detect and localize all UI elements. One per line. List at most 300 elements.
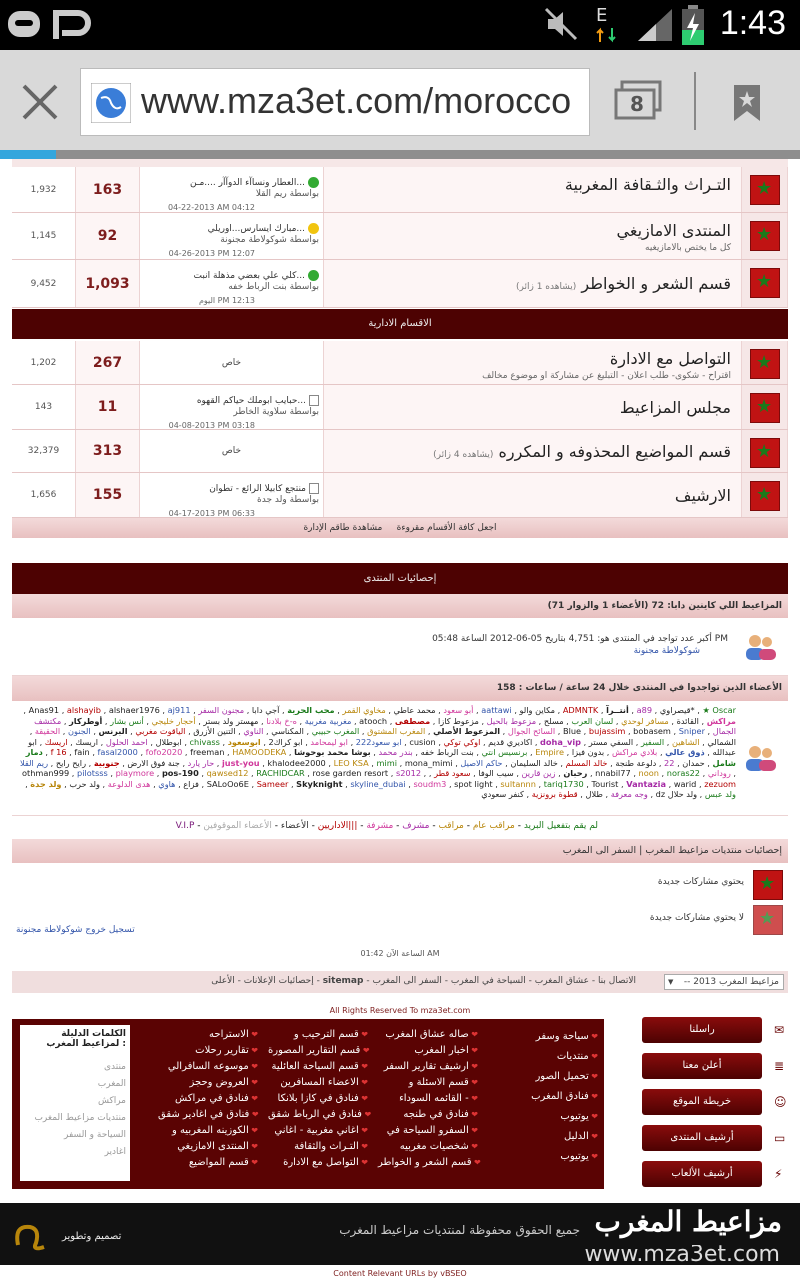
post-count: 1,202 (12, 341, 76, 384)
vbseo-credit[interactable]: Content Relevant URLs by vBSEO (333, 1269, 467, 1278)
member-link[interactable]: بوشا محمد بوحوشا (294, 747, 371, 757)
signal-icon (636, 7, 676, 43)
footer-link[interactable]: القائمه السوداء - ❤ (378, 1091, 478, 1107)
member-link[interactable]: tariq1730 (543, 778, 584, 789)
member-link[interactable]: ابو كراك2 (268, 736, 303, 747)
directory-link[interactable]: المغرب (97, 1079, 126, 1089)
member-link[interactable]: مسلح (543, 715, 564, 726)
member-link[interactable]: مهستر ولد بستر (203, 715, 259, 726)
side-button[interactable]: أعلن معنا (642, 1053, 762, 1079)
member-link[interactable]: سعود قطر (434, 768, 471, 778)
member-link[interactable]: لسان العرب (571, 715, 614, 726)
footer-link[interactable]: قسم الشعر و الخواطر ❤ (378, 1155, 478, 1171)
member-link[interactable]: مكاين والو (519, 705, 555, 715)
member-link[interactable]: طلال (585, 789, 603, 799)
member-link[interactable]: bujassim (588, 726, 626, 736)
forum-title[interactable]: المنتدى الامازيغي (616, 221, 731, 240)
last-post (140, 341, 324, 384)
member-link[interactable]: SALoOo6E (206, 778, 249, 789)
directory-link[interactable]: السياحة و السفر (64, 1130, 126, 1140)
member-link[interactable]: مصطفى (394, 715, 431, 726)
footer-link[interactable]: فنادق في كازا بلانكا ❤ (268, 1091, 368, 1107)
footer-link[interactable]: قسم التقارير المصورة ❤ (268, 1043, 368, 1059)
member-link[interactable]: المزعوط الأصلي (433, 726, 501, 736)
footer-link[interactable]: منتديات ❤ (488, 1047, 598, 1067)
member-link[interactable]: أوطركار (69, 715, 103, 726)
member-link[interactable]: فزاع (183, 778, 199, 789)
footer-link[interactable]: قسم الاسئلة و ❤ (378, 1075, 478, 1091)
forum-row[interactable] (12, 341, 788, 385)
member-link[interactable]: bobasem (633, 726, 671, 736)
member-link[interactable]: احمد الحلول (105, 736, 148, 747)
member-link[interactable]: ADMNTK (562, 705, 599, 715)
last-post-author[interactable]: بواسطة بنت الرباط خفه (228, 282, 319, 292)
member-link[interactable]: atooch (359, 715, 388, 726)
footer-link[interactable]: قسم السياحة العائلية ❤ (268, 1059, 368, 1075)
data-arrows-icon (596, 26, 620, 44)
footer-link[interactable]: ارشيف تقارير السفر ❤ (378, 1059, 478, 1075)
member-link[interactable]: الناوي (243, 726, 264, 736)
admin-section-header: الاقسام الادارية (12, 309, 788, 339)
member-link[interactable]: اكاديري قديم (488, 736, 533, 747)
stats-header: إحصائيات المنتدى (12, 563, 788, 594)
member-link[interactable]: آجي دابا (251, 705, 280, 715)
directory-link[interactable]: منتديات مزاعيط المغرب (34, 1113, 126, 1123)
designer-logo-icon (10, 1215, 54, 1255)
directory-link[interactable]: مراكش (97, 1096, 126, 1106)
thread-count: 267 (76, 341, 140, 384)
member-link[interactable]: اريسك (75, 736, 99, 747)
member-link[interactable]: خالد المسلم (565, 757, 608, 768)
logout-link[interactable]: تسجيل خروج شوكولاطة مجنونة (16, 925, 135, 935)
member-link[interactable]: السفير (640, 736, 665, 747)
member-link[interactable]: Tourist (591, 778, 619, 789)
member-link[interactable]: ابوطلال (155, 736, 182, 747)
member-link[interactable]: دمار شامل (25, 747, 736, 768)
member-link[interactable]: محمد عاطي (393, 705, 436, 715)
member-link[interactable]: *قيصراوي (659, 705, 695, 715)
side-icon: ☺ (774, 1095, 787, 1109)
member-link[interactable]: اوكي توكي (443, 736, 481, 747)
footer-link[interactable]: فنادق في اغادير شقق ❤ (158, 1107, 258, 1123)
post-count: 1,145 (12, 213, 76, 259)
member-link[interactable]: محب الحرية (287, 705, 335, 715)
last-post-author[interactable]: بواسطة شوكولاطة مجنونة (220, 235, 319, 245)
member-link[interactable]: الجنون (67, 726, 91, 736)
record-user[interactable]: شوكولاطة مجنونة (633, 646, 700, 656)
member-link[interactable]: othman999 (21, 768, 70, 778)
member-link[interactable]: fain (74, 747, 90, 757)
view-staff-link[interactable]: مشاهدة طاقم الإدارة (303, 523, 383, 533)
legend-supervisor-f: مشرفة (366, 821, 394, 831)
forum-description: كل ما يختص بالامازيغيه (645, 243, 731, 253)
users-icon (742, 632, 778, 662)
member-link[interactable]: مسافر لوحدي (621, 715, 669, 726)
member-link[interactable]: ولد جدة (30, 778, 62, 789)
member-link[interactable]: pilotsss (77, 768, 108, 778)
member-link[interactable]: ابو عبدالله (28, 736, 736, 757)
footer-link[interactable]: قسم الترحيب و ❤ (268, 1027, 368, 1043)
new-posts-icon (753, 870, 783, 900)
tab-count: 8 (630, 92, 644, 116)
member-link[interactable]: ريم القلا (19, 757, 49, 768)
member-link[interactable]: دلوعة طنجة (615, 757, 657, 768)
member-link[interactable]: خالد السليمان (510, 757, 558, 768)
thread-count: 155 (76, 473, 140, 517)
post-count: 1,932 (12, 167, 76, 212)
legend-mod: مراقب (438, 821, 464, 831)
style-select[interactable]: -- مزاعيط المغرب 2013 ▼ (664, 974, 784, 990)
prev-row-tail (12, 159, 788, 167)
member-link[interactable]: وجه معرفة (610, 789, 648, 799)
footer-link[interactable]: تحميل الصور ❤ (488, 1067, 598, 1087)
legend-general-mod: مراقب عام (472, 821, 515, 831)
legend-vip: V.I.P (175, 821, 195, 831)
member-link[interactable]: playmore (115, 768, 155, 778)
member-link[interactable]: جنة فوق الارض (127, 757, 180, 768)
thread-count: 11 (76, 385, 140, 429)
footer-links: الاتصال بنا - عشاق المغرب - السياحة في المغرب - السفر الى المغرب - sitemap - إحصائيات الإعلانات - الأعلى (211, 976, 636, 986)
forum-row[interactable] (12, 473, 788, 518)
member-link[interactable]: حمدان (682, 757, 705, 768)
member-link[interactable]: Skyknight (296, 778, 343, 789)
member-link[interactable]: ولد عبس (704, 789, 736, 799)
last-post-date: 04-26-2013 (168, 249, 216, 258)
copyright: All Rights Reserved To mza3et.com (329, 1006, 471, 1015)
footer-link[interactable]: العروض وحجز ❤ (158, 1075, 258, 1091)
directory-link[interactable]: منتدى (103, 1062, 126, 1072)
side-button[interactable]: أرشيف الألعاب (642, 1161, 762, 1187)
footer-link[interactable]: التـراث والثقافة ❤ (268, 1139, 368, 1155)
member-link[interactable]: qawsed12 (206, 768, 249, 778)
smile-icon (308, 270, 319, 281)
forum-row[interactable] (12, 385, 788, 430)
member-link[interactable]: الياقوت مغربي (135, 726, 186, 736)
document-icon (309, 395, 319, 406)
member-link[interactable]: noras22 (666, 768, 701, 778)
footer-link[interactable]: الاعضاء المسافرين ❤ (268, 1075, 368, 1091)
sitemap-link[interactable]: sitemap (322, 976, 364, 986)
member-link[interactable]: مخاوي القمر (342, 705, 386, 715)
member-link[interactable]: spot light (454, 778, 493, 789)
member-link[interactable]: s2012 (395, 768, 422, 778)
legend-new-posts: يحتوي مشاركات جديدة (657, 877, 744, 887)
member-link[interactable]: fofo2020 (145, 747, 183, 757)
member-link[interactable]: بنت الرباط خفه (420, 747, 474, 757)
footer-link[interactable]: اغاني مغربية - اغاني ❤ (268, 1123, 368, 1139)
member-link[interactable]: 22 (664, 757, 675, 768)
footer-link[interactable]: تقارير رحلات ❤ (158, 1043, 258, 1059)
android-status-bar (0, 0, 800, 50)
last-post-date: 04-17-2013 (168, 509, 216, 518)
member-link[interactable]: mimi (376, 757, 397, 768)
close-icon[interactable] (18, 80, 62, 124)
footer-link[interactable]: شخصيات مغربيه ❤ (378, 1139, 478, 1155)
member-link[interactable]: zezuom (704, 778, 736, 789)
footer-nav (12, 971, 788, 993)
member-link[interactable]: بلادي مراكش (612, 747, 658, 757)
member-link[interactable]: البرنس (98, 726, 128, 736)
forum-title[interactable]: قسم المواضيع المحذوفه و المكرره (498, 442, 731, 461)
post-count: 9,452 (12, 260, 76, 307)
member-link[interactable]: أنتــرآ (606, 705, 629, 715)
design-credit: تصميم وتطوير (62, 1231, 122, 1242)
side-icon: ≣ (774, 1059, 785, 1073)
member-link[interactable]: ولد حرب (69, 778, 100, 789)
footer-link[interactable]: فنادق في طنجه ❤ (378, 1107, 478, 1123)
address-bar[interactable] (80, 68, 590, 136)
member-link[interactable]: aj911 (167, 705, 191, 715)
member-link[interactable]: رايح رايح (55, 757, 87, 768)
forum-status-icon (742, 167, 788, 212)
member-link[interactable]: أحجار خليجي (151, 715, 196, 726)
member-link[interactable]: cusion (409, 736, 436, 747)
toolbar-divider (694, 72, 696, 130)
forum-title[interactable]: الارشيف (674, 486, 731, 505)
member-link[interactable]: ابو ليمحامد (310, 736, 348, 747)
users-icon (742, 743, 778, 773)
last-post-author[interactable]: بواسطة ريم القلا (255, 189, 319, 199)
member-link[interactable]: أنس بشار (110, 715, 144, 726)
member-link[interactable]: برنسيس انتي (481, 747, 528, 757)
banner-copyright: جميع الحقوق محفوظة لمنتديات مزاعيط المغرب (339, 1223, 580, 1237)
legend-unverified: لم يقم بتفعيل البريد (523, 821, 598, 831)
forum-row[interactable] (12, 260, 788, 308)
member-link[interactable]: هدى الدلوعة (107, 778, 151, 789)
last-post-time: AM 04:12 (217, 203, 255, 212)
member-link[interactable]: جنوبية (93, 757, 120, 768)
forum-title[interactable]: قسم الشعر و الخواطر (581, 274, 731, 293)
member-link[interactable]: alshayib (66, 705, 101, 715)
side-icon: ⚡ (774, 1167, 783, 1181)
forum-title[interactable]: مجلس المزاعيط (619, 398, 731, 417)
member-link[interactable]: pos-190 (161, 768, 199, 778)
member-link[interactable]: حاكم الاصيل (460, 757, 503, 768)
bookmark-icon[interactable] (732, 83, 762, 123)
footer-link[interactable]: التواصل مع الادارة ❤ (268, 1155, 368, 1171)
network-type: E (596, 5, 608, 26)
member-link[interactable]: RACHIDCAR (256, 768, 305, 778)
member-link[interactable]: أبو سعود (443, 705, 474, 715)
member-link[interactable]: الشاهين (671, 736, 700, 747)
member-link[interactable]: المغرب المشتوق (367, 726, 426, 736)
contact-link[interactable]: الاتصال بنا (597, 976, 636, 986)
member-link[interactable]: روداني (707, 768, 731, 778)
member-link[interactable]: التنين الأزرق (193, 726, 236, 736)
post-count: 1,656 (12, 473, 76, 517)
member-link[interactable]: بدون فيزا (571, 747, 605, 757)
member-link[interactable]: الشمالي (707, 736, 736, 747)
no-new-posts-icon (753, 905, 783, 935)
footer-link[interactable]: قسم المواضيع ❤ (158, 1155, 258, 1171)
member-link[interactable]: Oscar ★ (702, 705, 736, 715)
last-post (140, 260, 324, 307)
member-link[interactable]: ولد حلال dz (655, 789, 698, 799)
forum-title[interactable]: التـراث والثـقافة المغربية (564, 175, 731, 194)
member-link[interactable]: ابوسعود (227, 736, 261, 747)
member-link[interactable]: ابو سعود222 (355, 736, 402, 747)
member-link[interactable]: كنفر سعودي (481, 789, 524, 799)
smile-icon (308, 177, 319, 188)
side-button[interactable]: أرشيف المنتدى (642, 1125, 762, 1151)
footer-link[interactable]: فنادق في مراكش ❤ (158, 1091, 258, 1107)
forum-row[interactable] (12, 430, 788, 473)
dropdown-arrow-icon: ▼ (668, 978, 674, 986)
last-post-time: PM 12:13 (217, 296, 255, 305)
member-link[interactable]: ه-خ بلادنا (266, 715, 297, 726)
member-link[interactable]: LEO KSA (333, 757, 369, 768)
links-col-3 (268, 1027, 368, 1171)
hangouts-icon (6, 7, 42, 43)
member-link[interactable]: f 16 (50, 747, 67, 757)
member-link[interactable]: fasal2000 (97, 747, 138, 757)
side-button[interactable]: خريطة الموقع (642, 1089, 762, 1115)
side-button[interactable]: راسلنا (642, 1017, 762, 1043)
member-link[interactable]: قطوة برونزية (531, 789, 578, 799)
directory-title: الكلمات الدليلة لمزاعيط المغرب : (46, 1029, 126, 1049)
last-post-title[interactable]: العطار ونساآء الدوآآر ....مـن... (190, 178, 305, 188)
last-post-title[interactable]: مبارك ايسارس...اوريلي... (207, 224, 305, 234)
footer-link[interactable]: فنادق في الرباط شقق ❤ (268, 1107, 368, 1123)
forum-status-icon (742, 213, 788, 259)
member-link[interactable]: مراكش (706, 715, 736, 726)
member-link[interactable]: khalodee2000 (267, 757, 326, 768)
last-post (140, 213, 324, 259)
footer-link[interactable]: موسوعه السافرالي ❤ (158, 1059, 258, 1075)
member-link[interactable]: just-you (221, 757, 260, 768)
record-text: أكبر عدد تواجد في المنتدى هو: 4,751 بتاريخ 05-06-2012 الساعة 05:48 PM (432, 634, 728, 644)
page-load-progress (0, 150, 800, 159)
last-post (140, 167, 324, 212)
member-link[interactable]: aattawi (481, 705, 512, 715)
member-link[interactable]: chivass (189, 736, 220, 747)
member-link[interactable]: مغربية مغربية (304, 715, 352, 726)
member-link[interactable]: rose garden resort (312, 768, 389, 778)
member-link[interactable]: sultannn (500, 778, 536, 789)
last-post-title[interactable]: منتجع كابيلا الرائع - تطوان (209, 484, 306, 494)
member-link[interactable]: زين قارين (521, 768, 556, 778)
tab-switcher-button[interactable] (614, 80, 664, 124)
member-link[interactable]: اريسك (44, 736, 68, 747)
member-link[interactable]: Blue (562, 726, 582, 736)
current-time: الساعة الآن 01:42 AM (360, 949, 440, 958)
footer-link[interactable]: السفرو السياحة في ❤ (378, 1123, 478, 1139)
member-link[interactable]: soudm3 (413, 778, 447, 789)
footer-link[interactable]: سياحة وسفر ❤ (488, 1027, 598, 1047)
legend-banned: الأعضاء الموقوفين (203, 821, 272, 831)
member-link[interactable]: skyline_dubai (350, 778, 406, 789)
footer-link[interactable]: الكوزينه المغربيه و ❤ (158, 1123, 258, 1139)
forum-page (0, 159, 800, 1280)
member-link[interactable]: HAMOODEKA (232, 747, 287, 757)
member-link[interactable]: mona_mimi (404, 757, 453, 768)
members-list: Oscar ★ , *قيصراوي , a89 , أنتــرآ , ADMNTK , مكاين والو , aattawi , أبو سعود , محمد عاطي , مخاوي القمر , محب الحرية , آجي دابا , مجنون السفر , Anas91 , alshayib , alshaer1976 , aj911 , مراكش , القائدة , مسافر لوحدي , لسان العرب , مسلح , مزعوط بالحيل , مزعوط كازا , مصطفى , atooch , مغربية مغربية , ه-خ بلادنا , مهستر ولد بستر , أحجار خليجي , أنس بشار , أوطركار , مكتشف الجمال , Blue , bujassim , bobasem , Sniper , السائح الجوال , المزعوط الأصلي , المغرب المشتوق , المغرب حبيبي , المكناسي , الناوي , التنين الأزرق , الياقوت مغربي , البرنس , الجنون , الحقيقة , الشمالي , الشاهين , السفير , السفي مستر , doha_vip , اكاديري قديم , اوكي توكي , cusion , ابو سعود222 , ابو ليمحامد , ابو كراك2 , ابوسعود , chivass , ابوطلال , احمد الحلول , اريسك , اريسك , ابو عبدالله , ذوق عالي , بلادي مراكش , بدون فيزا , Empire , برنسيس انتي , بنت الرباط خفه , بندر محمد , بوشا محمد بوحوشا , f 16 , fain , fasal2000 , fofo2020 , freeman , HAMOODEKA , دمار شامل , حمدان , 22 , دلوعة طنجة , خالد المسلم , خالد السليمان , حاكم الاصيل , just-you , khalodee2000 , LEO KSA , mimi , mona_mimi , حار يارد , جنة فوق الارض , جنوبية , رايح رايح , ريم القلا , روداني , nnabil77 , noon , noras22 , رحبان , زين قارين , سيب الوفا , سعود قطر , othman999 , pilotsss , playmore , pos-190 , qawsed12 , RACHIDCAR , rose garden resort , s2012 , SALoOo6E , Sameer , Skyknight , skyline_dubai , soudm3 , spot light , sultannn , tariq1730 , Tourist , Vantazia , warid , zezuom , فزاع , هاوي , هدى الدلوعة , ولد حرب , ولد جدة , ولد عبس , ولد حلال dz , وجه معرفة , طلال , قطوة برونزية , كنفر سعودي (19, 705, 736, 799)
post-count: 32,379 (12, 430, 76, 472)
links-col-1 (488, 1027, 598, 1167)
forum-row[interactable] (12, 167, 788, 213)
ad-stats-link[interactable]: إحصائيات الإعلانات - الأعلى (211, 976, 314, 986)
links-col-4 (158, 1027, 258, 1171)
member-link[interactable]: السائح الجوال (507, 726, 556, 736)
member-link[interactable]: alshaer1976 (108, 705, 160, 715)
footer-link[interactable]: الدليل ❤ (488, 1127, 598, 1147)
member-link[interactable]: Sameer (256, 778, 289, 789)
footer-link[interactable]: المنتدى الامازيغي ❤ (158, 1139, 258, 1155)
forum-title[interactable]: التواصل مع الادارة (609, 349, 731, 368)
member-link[interactable]: رحبان (563, 768, 588, 778)
thread-count: 163 (76, 167, 140, 212)
member-link[interactable]: القائدة (676, 715, 699, 726)
tagline-link[interactable]: عشاق المغرب - السياحة في المغرب - السفر الى المغرب (372, 976, 589, 986)
directory-link[interactable]: اغادير (104, 1147, 126, 1157)
browser-toolbar (0, 50, 800, 150)
thread-count: 1,093 (76, 260, 140, 307)
member-link[interactable]: Vantazia (626, 778, 666, 789)
forum-description: اقتراح - شكوى- طلب اعلان - التبليغ عن مشاركة او موضوع مخالف (482, 371, 731, 381)
member-link[interactable]: حار يارد (187, 757, 215, 768)
last-post-author[interactable]: بواسطة ولد جدة (257, 495, 319, 505)
member-link[interactable]: الحقيقة (34, 726, 61, 736)
member-link[interactable]: a89 (636, 705, 653, 715)
member-link[interactable]: مكتشف الجمال (34, 715, 736, 736)
last-post-time: PM 12:07 (217, 249, 255, 258)
last-post-date: 04-22-2013 (167, 203, 215, 212)
footer-link[interactable]: اخبار المغرب ❤ (378, 1043, 478, 1059)
forum-row[interactable] (12, 213, 788, 260)
member-link[interactable]: doha_vip (540, 736, 581, 747)
clock: 1:43 (719, 4, 786, 42)
last-post-title[interactable]: كلي علي بعضي مذهلة انبت... (193, 271, 305, 281)
member-link[interactable]: مزعوط كازا (438, 715, 479, 726)
last-post-author[interactable]: بواسطة سلاوية الخاطر (233, 407, 319, 417)
member-link[interactable]: Anas91 (28, 705, 60, 715)
record-row (12, 618, 788, 676)
member-link[interactable]: nnabil77 (595, 768, 631, 778)
last-post-title[interactable]: حبايب ابوملك حياكم القهوه... (196, 396, 306, 406)
thread-count: 313 (76, 430, 140, 472)
member-link[interactable]: مزعوط بالحيل (486, 715, 537, 726)
member-link[interactable]: noon (638, 768, 659, 778)
footer-link[interactable]: صاله عشاق المغرب ❤ (378, 1027, 478, 1043)
legend-admins: |||الاداريين (317, 821, 358, 831)
footer-link[interactable]: يوتيوب ❤ (488, 1107, 598, 1127)
member-link[interactable]: freeman (190, 747, 225, 757)
member-link[interactable]: Empire (535, 747, 565, 757)
site-banner (0, 1203, 800, 1265)
member-link[interactable]: هاوي (158, 778, 176, 789)
private-label: خاص (221, 357, 242, 368)
member-link[interactable]: سيب الوفا (478, 768, 514, 778)
battery-charging-icon (680, 4, 706, 46)
member-link[interactable]: المكناسي (271, 726, 304, 736)
side-icon: ✉ (774, 1023, 785, 1037)
member-link[interactable]: Sniper (678, 726, 705, 736)
member-link[interactable]: بندر محمد (378, 747, 413, 757)
footer-link[interactable]: فنادق المغرب ❤ (488, 1087, 598, 1107)
url-text: www.mza3et.com/morocco (141, 80, 572, 121)
member-link[interactable]: السفي مستر (588, 736, 634, 747)
footer-link[interactable]: يوتيوب ❤ (488, 1147, 598, 1167)
member-link[interactable]: warid (673, 778, 697, 789)
member-link[interactable]: مجنون السفر (198, 705, 245, 715)
moroccan-stats-bar: إحصائيات منتديات مزاعيط المغرب | السفر الى المغرب (12, 839, 788, 863)
member-link[interactable]: ذوق عالي (665, 747, 705, 757)
legend-no-new-posts: لا يحتوي مشاركات جديدة (649, 913, 744, 923)
last-post-date: 04-08-2013 (168, 421, 216, 430)
member-link[interactable]: المغرب حبيبي (311, 726, 360, 736)
mark-all-read-link[interactable]: اجعل كافة الأقسام مقروءة (396, 523, 497, 533)
footer-link[interactable]: الاستراحه ❤ (158, 1027, 258, 1043)
